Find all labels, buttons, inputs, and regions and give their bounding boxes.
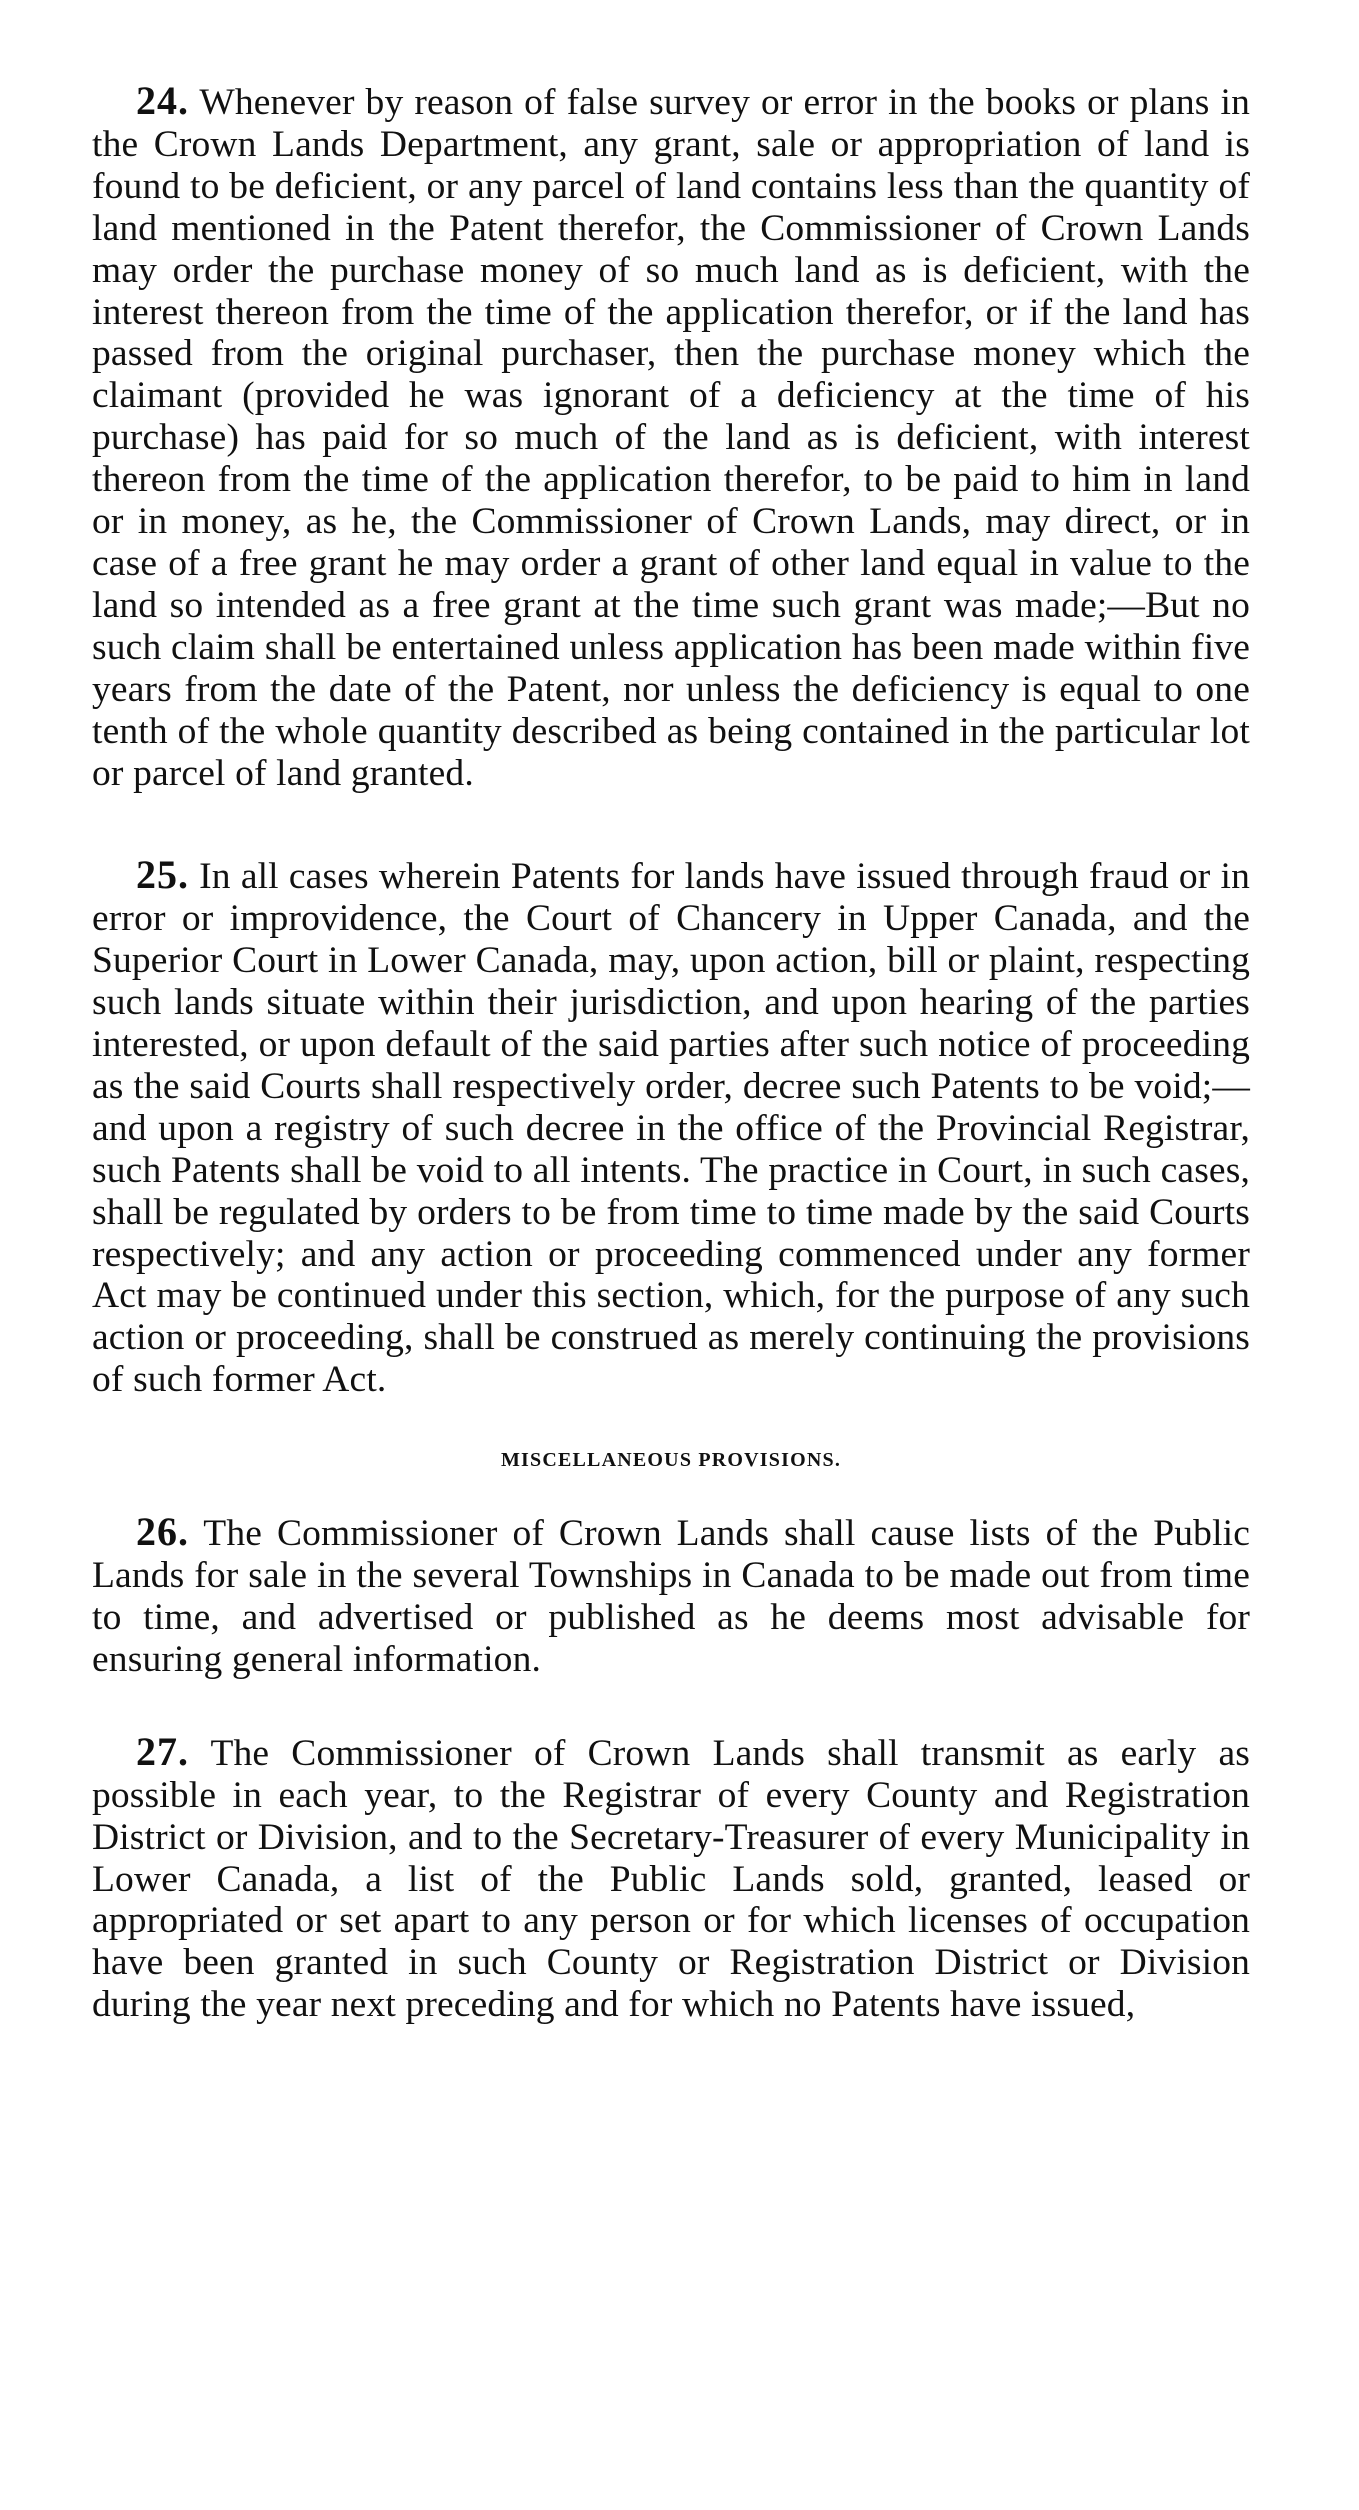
section-number: 25. bbox=[136, 852, 189, 898]
section-26 bbox=[92, 1511, 1250, 1681]
section-heading: MISCELLANEOUS PROVISIONS. bbox=[500, 1449, 842, 1472]
section-text: The Commissioner of Crown Lands shall transmit as early as possible in each year, to the Registrar of every County and Registration District or Division, and to the Secretary-Treasurer of every Municipality in Lower Canada, a list of the Public Lands sold, granted, leased or appropriated or set apart to any person or for which licenses of occupation have been granted in such County or Registration District or Division during the year next preceding and for which no Patents have issued, bbox=[92, 1732, 1250, 2026]
section-number: 27. bbox=[136, 1728, 189, 1774]
section-25 bbox=[92, 854, 1250, 1401]
section-27 bbox=[92, 1728, 1250, 2026]
document-page bbox=[92, 80, 1250, 2026]
section-24 bbox=[92, 80, 1250, 794]
section-number: 26. bbox=[136, 1509, 189, 1555]
section-text: The Commissioner of Crown Lands shall cause lists of the Public Lands for sale in the several Townships in Canada to be made out from time to time, and advertised or published as he deems most advisable for ensuring general information. bbox=[92, 1513, 1250, 1680]
section-text: In all cases wherein Patents for lands have issued through fraud or in error or improvidence, the Court of Chancery in Upper Canada, and the Superior Court in Lower Canada, may, upon action, bill or plaint, respecting such lands situate within their jurisdiction, and upon hearing of the parties interested, or upon default of the said parties after such notice of proceeding as the said Courts shall respectively order, decree such Patents to be void;—and upon a registry of such decree in the office of the Provincial Registrar, such Patents shall be void to all intents. The practice in Court, in such cases, shall be regulated by orders to be from time to time made by the said Courts respectively; and any action or proceeding commenced under any former Act may be continued under this section, which, for the purpose of any such action or proceeding, shall be construed as merely continuing the provisions of such former Act. bbox=[92, 856, 1250, 1401]
section-text: Whenever by reason of false survey or error in the books or plans in the Crown Lands Department, any grant, sale or appropriation of land is found to be deficient, or any parcel of land contains less than the quantity of land mentioned in the Patent therefor, the Commissioner of Crown Lands may order the purchase money of so much land as is deficient, with the interest thereon from the time of the application therefor, or if the land has passed from the original purchaser, then the purchase money which the claimant (provided he was ignorant of a deficiency at the time of his purchase) has paid for so much of the land as is deficient, with interest thereon from the time of the application therefor, to be paid to him in land or in money, as he, the Commissioner of Crown Lands, may direct, or in case of a free grant he may order a grant of other land equal in value to the land so intended as a free grant at the time such grant was made;—But no such claim shall be entertained unless application has been made within five years from the date of the Patent, nor unless the deficiency is equal to one tenth of the whole quantity described as being contained in the particular lot or parcel of land granted. bbox=[92, 82, 1250, 794]
section-number: 24. bbox=[136, 78, 189, 123]
